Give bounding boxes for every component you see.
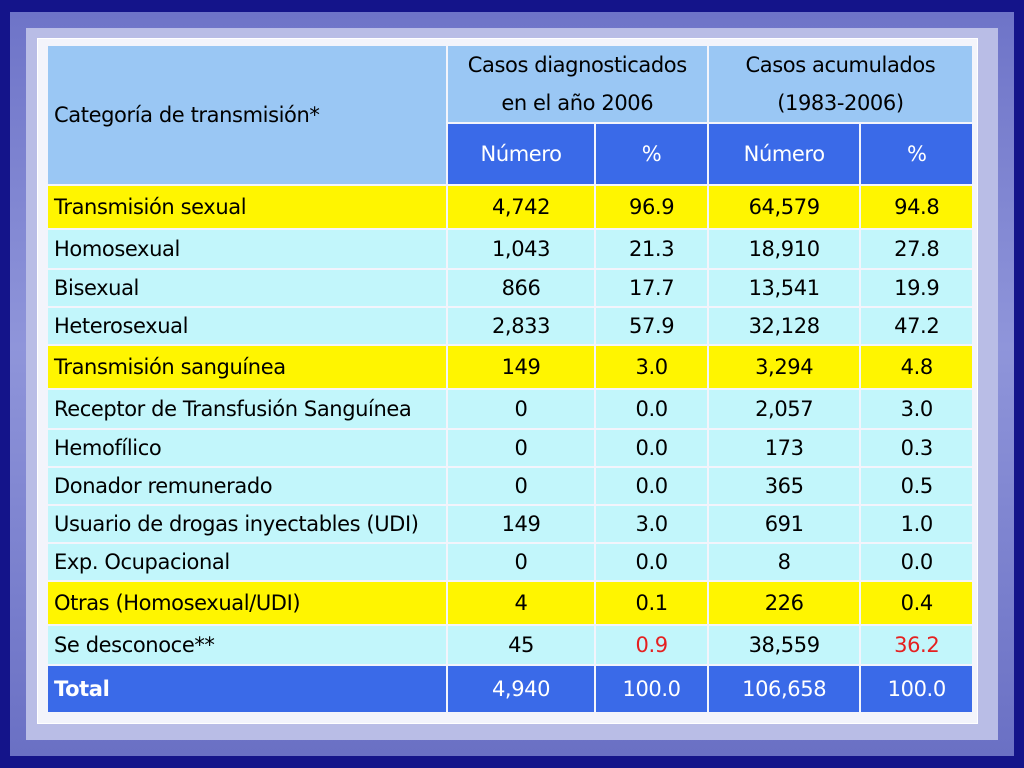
row-nacum: 3,294 xyxy=(709,346,860,388)
row-nacum: 13,541 xyxy=(709,270,860,306)
row-pacum: 0.4 xyxy=(861,582,972,624)
row-n2006: 2,833 xyxy=(448,308,595,344)
table-row xyxy=(48,626,972,664)
row-p2006: 0.0 xyxy=(596,390,706,428)
header-pct-acum: % xyxy=(861,124,972,184)
row-category: Bisexual xyxy=(48,270,446,306)
table-row xyxy=(48,308,972,344)
row-p2006: 96.9 xyxy=(596,186,706,228)
header-group-2006-line1: Casos diagnosticados xyxy=(467,53,687,77)
row-pacum: 0.3 xyxy=(861,430,972,466)
header-numero-2006: Número xyxy=(448,124,595,184)
transmission-table xyxy=(46,44,974,714)
row-category: Transmisión sexual xyxy=(48,186,446,228)
row-category: Exp. Ocupacional xyxy=(48,544,446,580)
total-label: Total xyxy=(48,666,446,712)
row-n2006: 1,043 xyxy=(448,230,595,268)
table-row xyxy=(48,230,972,268)
total-p2006: 100.0 xyxy=(596,666,706,712)
row-p2006: 3.0 xyxy=(596,346,706,388)
header-group-2006 xyxy=(448,46,707,122)
row-p2006: 3.0 xyxy=(596,506,706,542)
row-nacum: 8 xyxy=(709,544,860,580)
row-pacum: 19.9 xyxy=(861,270,972,306)
row-nacum: 226 xyxy=(709,582,860,624)
row-pacum: 3.0 xyxy=(861,390,972,428)
row-category: Transmisión sanguínea xyxy=(48,346,446,388)
row-category: Donador remunerado xyxy=(48,468,446,504)
header-category: Categoría de transmisión* xyxy=(48,46,446,184)
table-row xyxy=(48,468,972,504)
row-pacum: 47.2 xyxy=(861,308,972,344)
row-nacum: 2,057 xyxy=(709,390,860,428)
row-n2006: 0 xyxy=(448,544,595,580)
row-n2006: 4,742 xyxy=(448,186,595,228)
row-pacum: 4.8 xyxy=(861,346,972,388)
row-p2006: 0.0 xyxy=(596,544,706,580)
row-nacum: 64,579 xyxy=(709,186,860,228)
row-p2006: 0.0 xyxy=(596,468,706,504)
total-pacum: 100.0 xyxy=(861,666,972,712)
row-nacum: 38,559 xyxy=(709,626,860,664)
row-nacum: 365 xyxy=(709,468,860,504)
table-row xyxy=(48,544,972,580)
row-pacum: 0.0 xyxy=(861,544,972,580)
header-group-acum-line2: (1983-2006) xyxy=(777,91,904,115)
table-row xyxy=(48,270,972,306)
row-pacum: 27.8 xyxy=(861,230,972,268)
row-pacum: 1.0 xyxy=(861,506,972,542)
row-p2006: 17.7 xyxy=(596,270,706,306)
row-category: Usuario de drogas inyectables (UDI) xyxy=(48,506,446,542)
row-nacum: 691 xyxy=(709,506,860,542)
row-pacum: 0.5 xyxy=(861,468,972,504)
row-n2006: 866 xyxy=(448,270,595,306)
total-n2006: 4,940 xyxy=(448,666,595,712)
header-group-2006-line2: en el año 2006 xyxy=(501,91,654,115)
row-pacum-highlight: 36.2 xyxy=(861,626,972,664)
table-row xyxy=(48,582,972,624)
row-n2006: 149 xyxy=(448,506,595,542)
total-row xyxy=(48,666,972,712)
row-n2006: 0 xyxy=(448,468,595,504)
header-group-acumulados xyxy=(709,46,972,122)
row-category: Hemofílico xyxy=(48,430,446,466)
row-p2006-highlight: 0.9 xyxy=(596,626,706,664)
row-p2006: 21.3 xyxy=(596,230,706,268)
row-category: Otras (Homosexual/UDI) xyxy=(48,582,446,624)
row-category: Se desconoce** xyxy=(48,626,446,664)
header-group-acum-line1: Casos acumulados xyxy=(745,53,936,77)
row-nacum: 18,910 xyxy=(709,230,860,268)
row-nacum: 173 xyxy=(709,430,860,466)
row-category: Homosexual xyxy=(48,230,446,268)
row-category: Receptor de Transfusión Sanguínea xyxy=(48,390,446,428)
row-nacum: 32,128 xyxy=(709,308,860,344)
row-n2006: 45 xyxy=(448,626,595,664)
row-p2006: 57.9 xyxy=(596,308,706,344)
header-pct-2006: % xyxy=(596,124,706,184)
row-category: Heterosexual xyxy=(48,308,446,344)
row-n2006: 149 xyxy=(448,346,595,388)
row-pacum: 94.8 xyxy=(861,186,972,228)
header-numero-acum: Número xyxy=(709,124,860,184)
table-row xyxy=(48,346,972,388)
table-row xyxy=(48,390,972,428)
row-p2006: 0.0 xyxy=(596,430,706,466)
table-row xyxy=(48,506,972,542)
row-n2006: 4 xyxy=(448,582,595,624)
row-n2006: 0 xyxy=(448,390,595,428)
total-nacum: 106,658 xyxy=(709,666,860,712)
table-row xyxy=(48,186,972,228)
row-n2006: 0 xyxy=(448,430,595,466)
row-p2006: 0.1 xyxy=(596,582,706,624)
table-row xyxy=(48,430,972,466)
